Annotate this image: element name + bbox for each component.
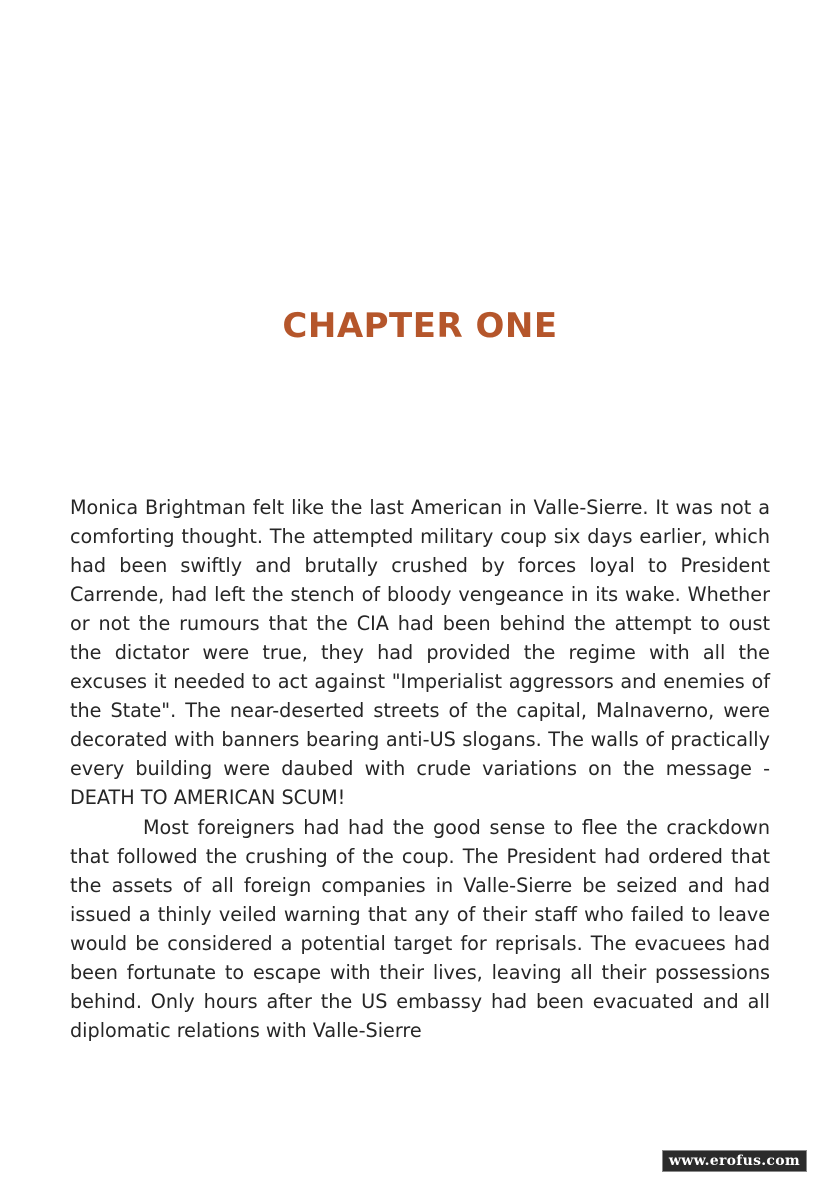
paragraph-2: Most foreigners had had the good sense to flee the crackdown that followed the crushing of the coup. The President had ordered that the assets of all foreign companies in Valle-Sierre be seized and had issued a thinly veiled warning that any of their staff who failed to leave would be considered a potential target for reprisals. The evacuees had been fortunate to escape with their lives, leaving all their possessions behind. Only hours after the US embassy had been evacuated and all diplomatic relations with Valle-Sierre xyxy=(70,816,770,1042)
chapter-body xyxy=(70,493,770,1045)
chapter-title: CHAPTER ONE xyxy=(282,306,558,346)
paragraph-1: Monica Brightman felt like the last American in Valle-Sierre. It was not a comforting thought. The attempted military coup six days earlier, which had been swiftly and brutally crushed by forces loyal to President Carrende, had left the stench of bloody vengeance in its wake. Whether or not the rumours that the CIA had been behind the attempt to oust the dictator were true, they had provided the regime with all the excuses it needed to act against "Imperialist aggressors and enemies of the State". The near-deserted streets of the capital, Malnaverno, were decorated with banners bearing anti-US slogans. The walls of practically every building were daubed with crude variations on the message - DEATH TO AMERICAN SCUM! xyxy=(70,496,770,809)
watermark: www.erofus.com xyxy=(662,1150,807,1172)
